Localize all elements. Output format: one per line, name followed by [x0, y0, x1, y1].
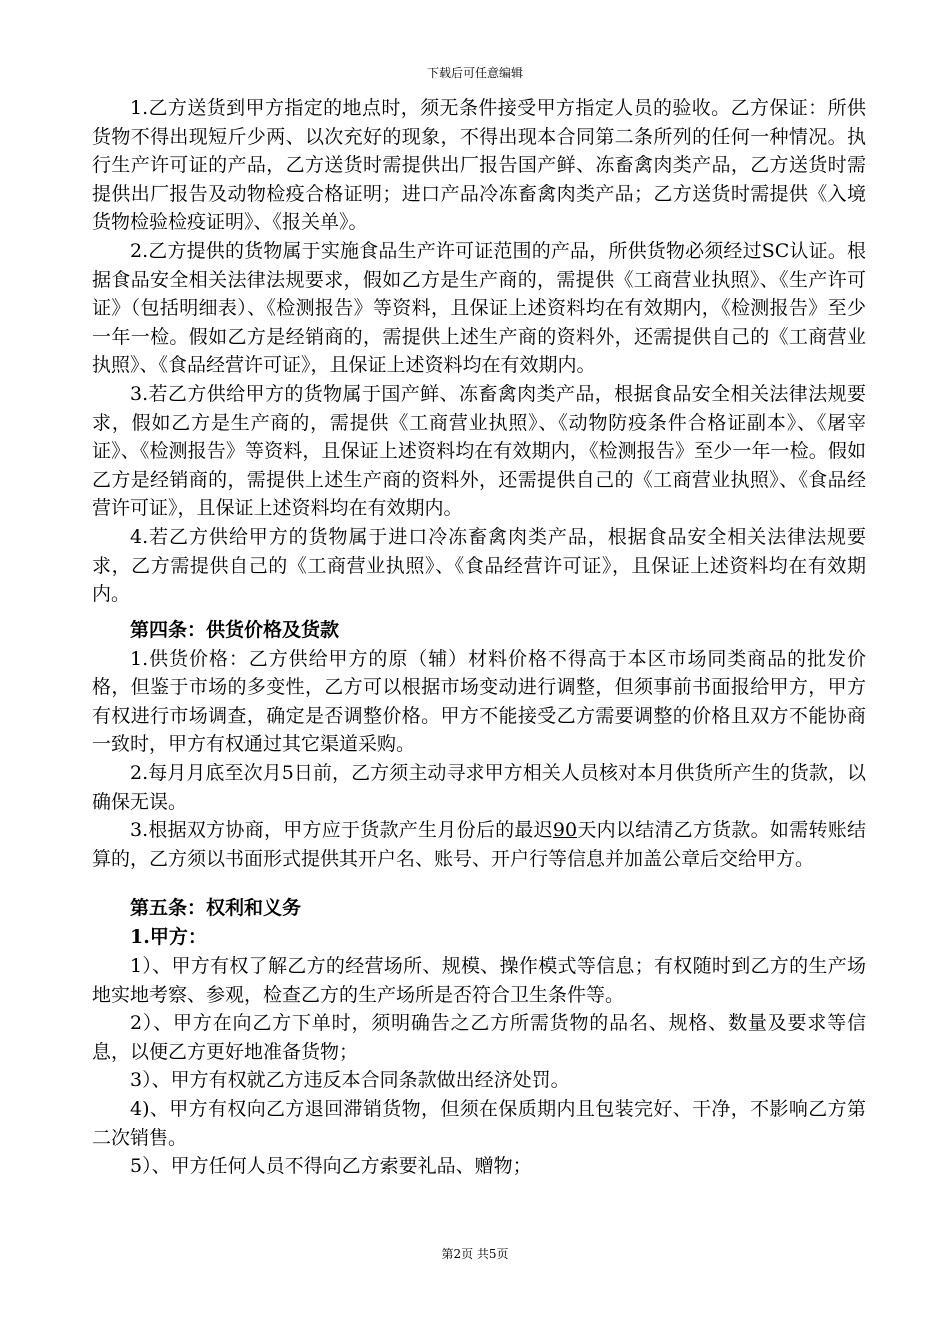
- page-footer: 第2页 共5页: [441, 1247, 509, 1261]
- s4-item3-pre: 3.根据双方协商，甲方应于货款产生月份后的最迟: [130, 819, 553, 842]
- paragraph-s3-item2: 2.乙方提供的货物属于实施食品生产许可证范围的产品，所供货物必须经过SC认证。根据食品安全相关法律法规要求，假如乙方是生产商的，需提供《工商营业执照》、《生产许可证》（包括明细表）、《检测报告》等资料，且保证上述资料均在有效期内，《检测报告》至少一年一检。假如乙方是经销商的，需提供上述生产商的资料外，还需提供自己的《工商营业执照》、《食品经营许可证》，且保证上述资料均在有效期内。: [92, 239, 866, 377]
- paragraph-s5-item1: 1）、甲方有权了解乙方的经营场所、规模、操作模式等信息；有权随时到乙方的生产场地实地考察、参观，检查乙方的生产场所是否符合卫生条件等。: [92, 955, 866, 1006]
- section4-heading: 第四条：供货价格及货款: [130, 618, 340, 641]
- paragraph-s4-item2: 2.每月月底至次月5日前，乙方须主动寻求甲方相关人员核对本月供货所产生的货款，以确保无误。: [92, 762, 866, 813]
- page-header: 下载后可任意编辑: [426, 66, 523, 80]
- paragraph-s4-item1: 1.供货价格：乙方供给甲方的原（辅）材料价格不得高于本区市场同类商品的批发价格，但鉴于市场的多变性，乙方可以根据市场变动进行调整，但须事前书面报给甲方，甲方有权进行市场调查，确定是否调整价格。甲方不能接受乙方需要调整的价格且双方不能协商一致时，甲方有权通过其它渠道采购。: [92, 647, 866, 756]
- paragraph-s3-item1: 1.乙方送货到甲方指定的地点时，须无条件接受甲方指定人员的验收。乙方保证：所供货物不得出现短斤少两、以次充好的现象，不得出现本合同第二条所列的任何一种情况。执行生产许可证的产品，乙方送货时需提供出厂报告国产鲜、冻畜禽肉类产品，乙方送货时需提供出厂报告及动物检疫合格证明；进口产品冷冻畜禽肉类产品；乙方送货时需提供《入境货物检验检疫证明》、《报关单》。: [92, 97, 866, 234]
- party-a-heading: 1.甲方：: [130, 926, 207, 949]
- payment-days-value: 90: [552, 819, 578, 842]
- paragraph-s4-item3: [92, 816, 866, 873]
- section-spacer: [92, 873, 866, 887]
- paragraph-s5-item5: 5）、甲方任何人员不得向乙方索要礼品、赠物；: [130, 1155, 532, 1178]
- paragraph-s5-item4: 4)、甲方有权向乙方退回滞销货物，但须在保质期内且包装完好、干净，不影响乙方第二次销售。: [92, 1098, 866, 1149]
- s4-item3-post: 天内以结清乙方货款。如需转账结算的，乙方须以书面形式提供其开户名、账号、开户行等信息并加盖公章后交给甲方。: [92, 819, 866, 870]
- paragraph-s5-item2: 2）、甲方在向乙方下单时，须明确告之乙方所需货物的品名、规格、数量及要求等信息，以便乙方更好地准备货物；: [92, 1012, 866, 1063]
- paragraph-s3-item4: 4.若乙方供给甲方的货物属于进口冷冻畜禽肉类产品，根据食品安全相关法律法规要求，乙方需提供自己的《工商营业执照》、《食品经营许可证》，且保证上述资料均在有效期内。: [92, 525, 866, 606]
- paragraph-s5-item3: 3）、甲方有权就乙方违反本合同条款做出经济处罚。: [130, 1069, 570, 1092]
- section5-heading: 第五条：权利和义务: [130, 897, 302, 920]
- document-body: [92, 94, 866, 1181]
- paragraph-s3-item3: 3.若乙方供给甲方的货物属于国产鲜、冻畜禽肉类产品，根据食品安全相关法律法规要求，假如乙方是生产商的，需提供《工商营业执照》、《动物防疫条件合格证副本》、《屠宰证》、《检测报告》等资料，且保证上述资料均在有效期内，《检测报告》至少一年一检。假如乙方是经销商的，需提供上述生产商的资料外，还需提供自己的《工商营业执照》、《食品经营许可证》，且保证上述资料均在有效期内。: [92, 382, 866, 520]
